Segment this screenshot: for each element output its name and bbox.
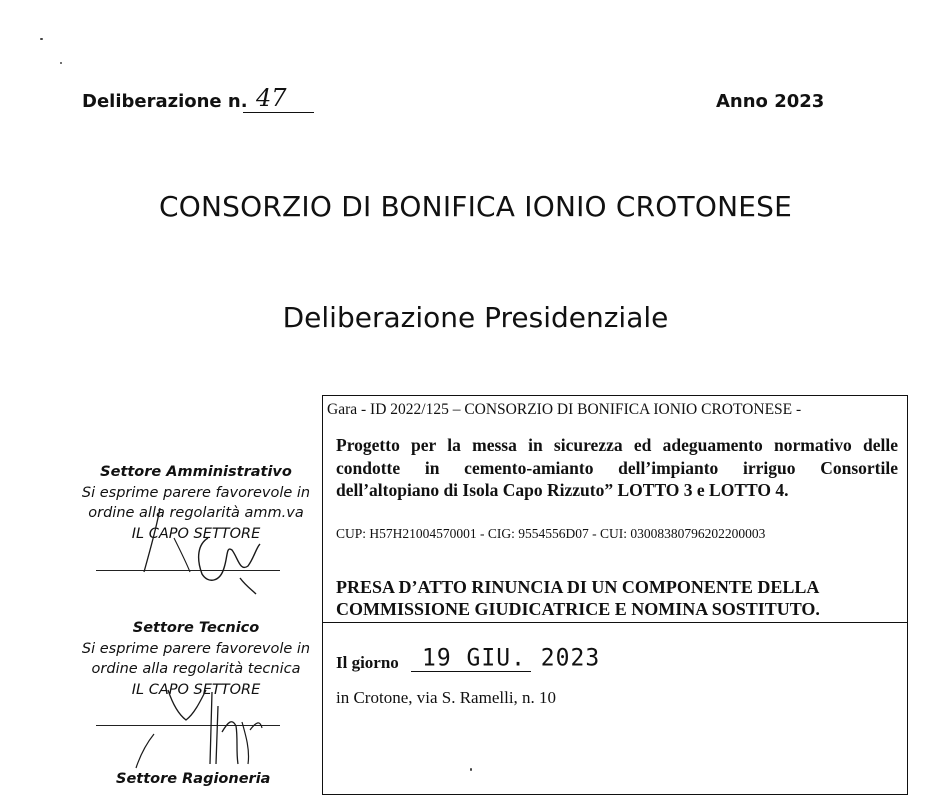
deliberazione-label: Deliberazione n. — [82, 91, 248, 112]
presa-atto-title — [336, 576, 898, 620]
signature-tecnico — [120, 682, 280, 772]
settore-amministrativo-title: Settore Amministrativo — [100, 464, 292, 480]
settore-amministrativo-text-1: Si esprime parere favorevole in — [81, 484, 311, 501]
settore-tecnico-role: IL CAPO SETTORE — [131, 681, 261, 698]
scan-speck — [60, 62, 62, 64]
document-type-title: Deliberazione Presidenziale — [282, 301, 669, 334]
presa-atto-line-2: COMMISSIONE GIUDICATRICE E NOMINA SOSTITUTO. — [336, 599, 820, 619]
settore-ragioneria-title: Settore Ragioneria — [116, 771, 271, 787]
settore-amministrativo-text-2: ordine alla regolarità amm.va — [88, 505, 304, 521]
deliberazione-number-line — [243, 112, 314, 113]
gara-line: Gara - ID 2022/125 – CONSORZIO DI BONIFICA IONIO CROTONESE - — [327, 401, 802, 418]
oggetto-box-divider — [322, 622, 908, 623]
codes-line: CUP: H57H21004570001 - CIG: 9554556D07 - CUI: 03008380796202200003 — [336, 526, 766, 541]
signature-amministrativo — [90, 450, 290, 600]
settore-tecnico-text-1: Si esprime parere favorevole in — [81, 640, 311, 657]
anno: Anno 2023 — [716, 91, 825, 112]
giorno-date-stamp: 19 GIU. 2023 — [422, 644, 601, 672]
organization-title: CONSORZIO DI BONIFICA IONIO CROTONESE — [159, 190, 792, 223]
deliberazione-number: 47 — [256, 84, 287, 112]
presa-atto-line-1: PRESA D’ATTO RINUNCIA DI UN COMPONENTE DELLA — [336, 577, 820, 597]
settore-tecnico-title: Settore Tecnico — [132, 620, 260, 636]
luogo: in Crotone, via S. Ramelli, n. 10 — [336, 688, 557, 707]
settore-amministrativo-role: IL CAPO SETTORE — [131, 525, 261, 542]
giorno-label: Il giorno — [336, 653, 399, 672]
scan-speck — [40, 38, 43, 40]
oggetto-text: Progetto per la messa in sicurezza ed adeguamento normativo delle condotte in cemento-amianto dell’impianto irriguo Consortile dell’altopiano di Isola Capo Rizzuto” LOTTO 3 e LOTTO 4. — [336, 435, 898, 500]
settore-tecnico-text-2: ordine alla regolarità tecnica — [91, 661, 301, 677]
